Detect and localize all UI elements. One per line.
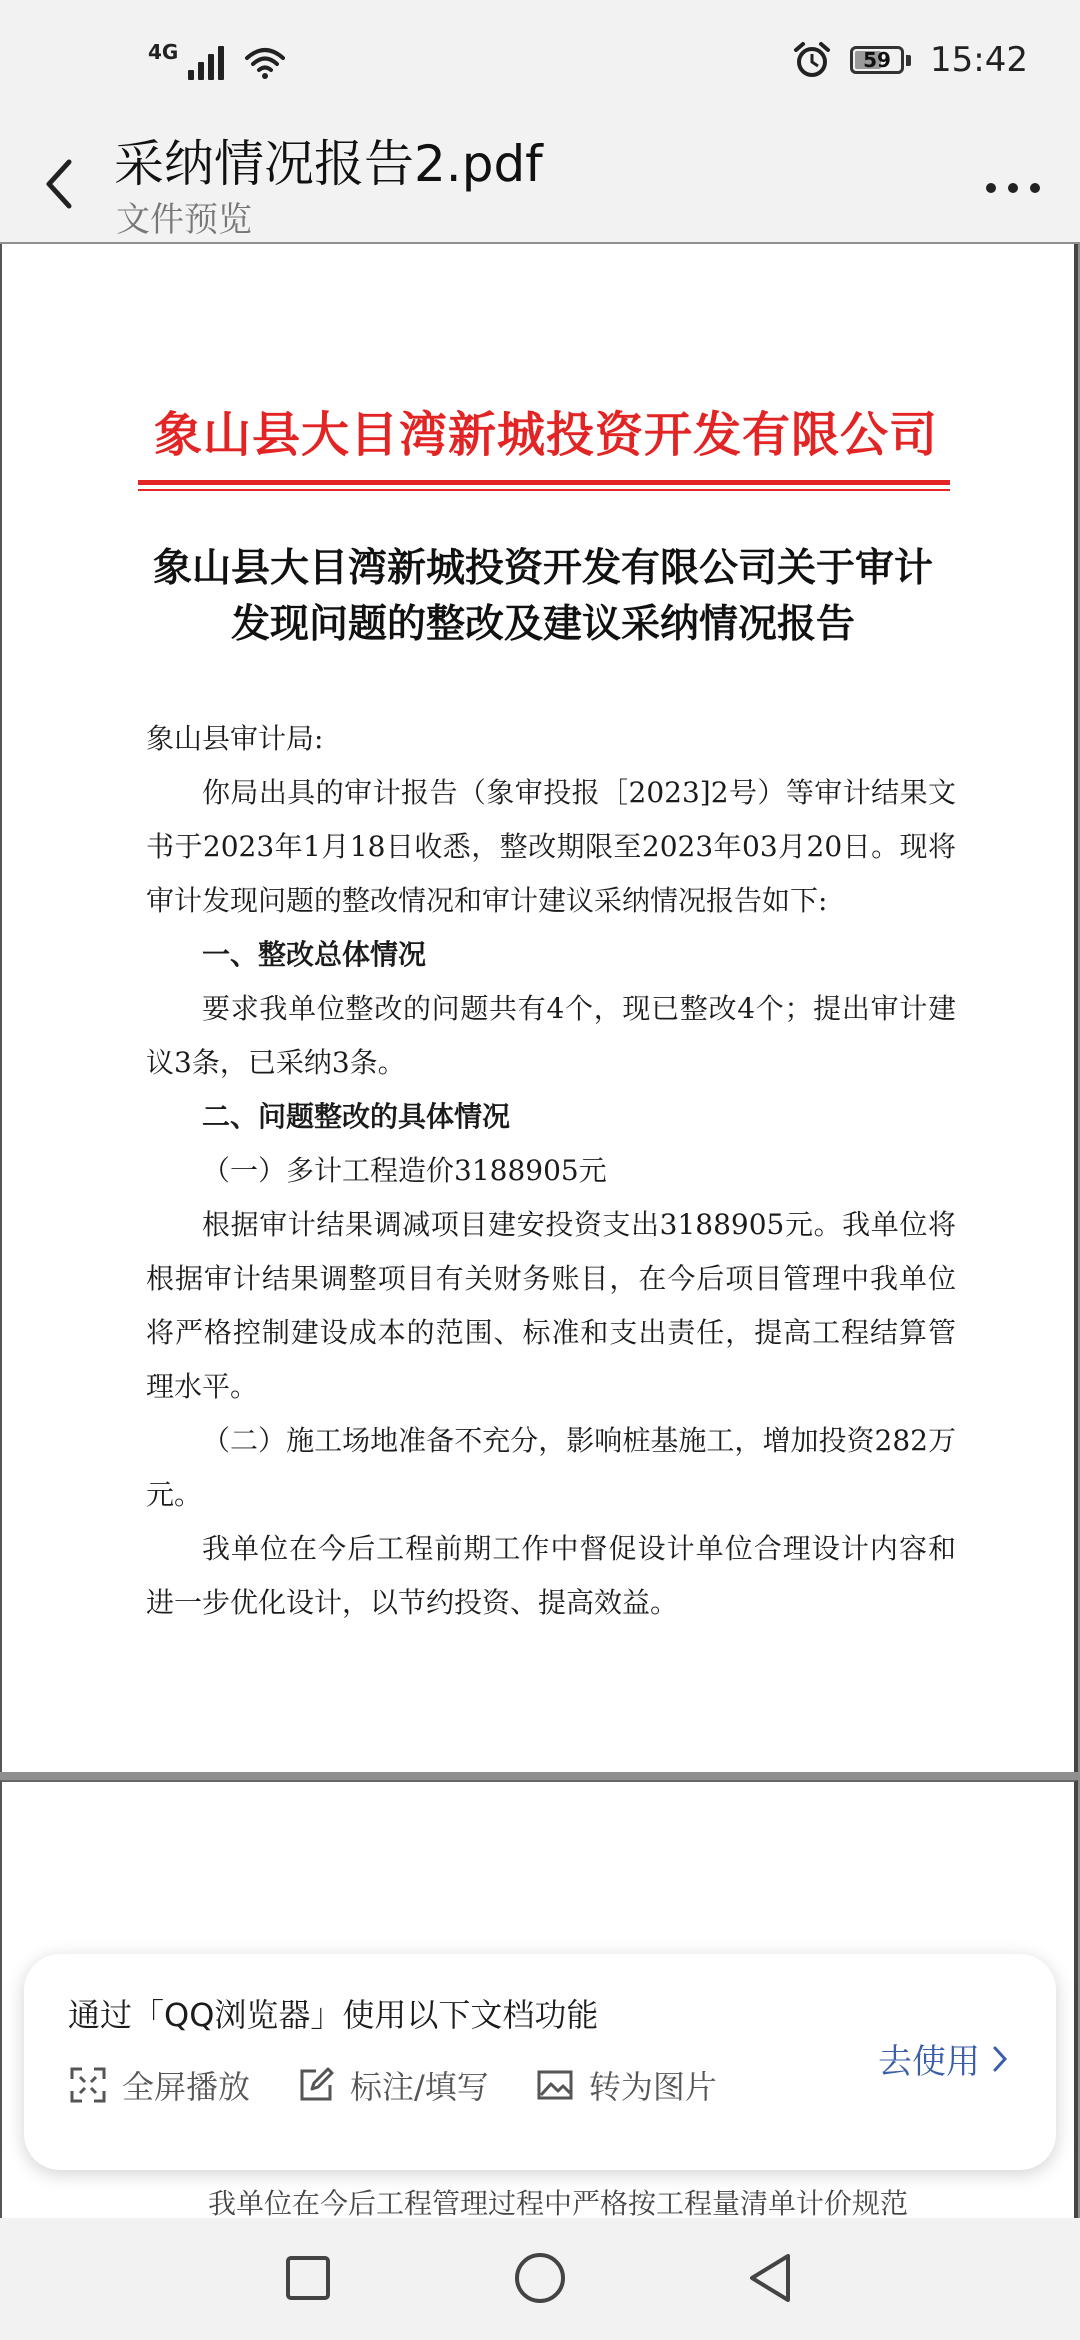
- promo-features: [68, 2062, 717, 2108]
- section1-heading: 一、整改总体情况: [202, 938, 427, 971]
- item1-paragraph: 根据审计结果调减项目建安投资支出3188905元。我单位将根据审计结果调整项目有关财务账目，在今后项目管理中我单位将严格控制建设成本的范围、标准和支出责任，提高工程结算管理水平。: [146, 1208, 956, 1403]
- network-type: 4G: [148, 40, 179, 64]
- status-left: [148, 40, 286, 80]
- circle-icon: [512, 2250, 568, 2306]
- section1-paragraph: 要求我单位整改的问题共有4个，现已整改4个；提出审计建议3条，已采纳3条。: [146, 992, 956, 1079]
- section2-heading: 二、问题整改的具体情况: [202, 1100, 511, 1133]
- feature-to-image-label: 转为图片: [588, 2068, 717, 2106]
- feature-fullscreen-label: 全屏播放: [122, 2068, 251, 2106]
- edit-icon: [296, 2065, 336, 2105]
- file-subtitle: 文件预览: [116, 200, 252, 240]
- header-divider-thick: [138, 480, 950, 485]
- nav-back-button[interactable]: [738, 2246, 802, 2310]
- home-button[interactable]: [508, 2246, 572, 2310]
- recipient: 象山县审计局:: [146, 722, 324, 755]
- item1-heading: （一）多计工程造价3188905元: [202, 1154, 607, 1187]
- feature-annotate[interactable]: [296, 2062, 489, 2108]
- go-use-button[interactable]: [878, 2034, 1008, 2083]
- image-icon: [535, 2065, 575, 2105]
- item2-paragraph: 我单位在今后工程前期工作中督促设计单位合理设计内容和进一步优化设计，以节约投资、提高效益。: [146, 1532, 956, 1619]
- feature-to-image[interactable]: [535, 2062, 717, 2108]
- alarm-icon: [792, 40, 832, 80]
- signal-icon: [188, 44, 224, 80]
- page2-partial-text: 我单位在今后工程管理过程中严格按工程量清单计价规范: [208, 2187, 909, 2218]
- company-header: 象山县大目湾新城投资开发有限公司: [153, 407, 938, 463]
- document-title: [128, 540, 958, 652]
- recent-apps-button[interactable]: [276, 2246, 340, 2310]
- document-title-line2: 发现问题的整改及建议采纳情况报告: [230, 601, 855, 647]
- feature-fullscreen[interactable]: [68, 2062, 250, 2108]
- more-button[interactable]: [978, 158, 1048, 218]
- wifi-icon: [244, 44, 286, 80]
- file-name: 采纳情况报告2.pdf: [114, 135, 543, 193]
- document-page-1[interactable]: [0, 244, 1078, 1772]
- qq-browser-promo-card: [24, 1954, 1056, 2170]
- battery-icon: [850, 46, 904, 74]
- promo-title: 通过「QQ浏览器」使用以下文档功能: [68, 1996, 599, 2034]
- navigation-bar: [0, 2218, 1080, 2340]
- status-right: [792, 40, 1028, 80]
- item2-heading: （二）施工场地准备不充分，影响桩基施工，增加投资282万元。: [146, 1424, 956, 1511]
- feature-annotate-label: 标注/填写: [350, 2068, 489, 2106]
- chevron-left-icon: [41, 156, 75, 212]
- header-divider-thin: [138, 489, 950, 491]
- battery-percent: 59: [863, 48, 891, 72]
- intro-paragraph: 你局出具的审计报告（象审投报［2023]2号）等审计结果文书于2023年1月18日收悉，整改期限至2023年03月20日。现将审计发现问题的整改情况和审计建议采纳情况报告如下:: [146, 776, 956, 917]
- fullscreen-icon: [68, 2065, 108, 2105]
- square-icon: [284, 2254, 332, 2302]
- back-button[interactable]: [30, 144, 86, 224]
- clock: 15:42: [930, 40, 1028, 80]
- more-icon: [983, 181, 1043, 195]
- document-title-line1: 象山县大目湾新城投资开发有限公司关于审计: [152, 545, 933, 591]
- status-bar: [0, 0, 1080, 130]
- title-bar: [0, 130, 1080, 242]
- triangle-back-icon: [744, 2250, 796, 2306]
- go-use-label: 去使用: [878, 2042, 980, 2082]
- document-body: [146, 712, 956, 1630]
- chevron-right-icon: [992, 2045, 1008, 2073]
